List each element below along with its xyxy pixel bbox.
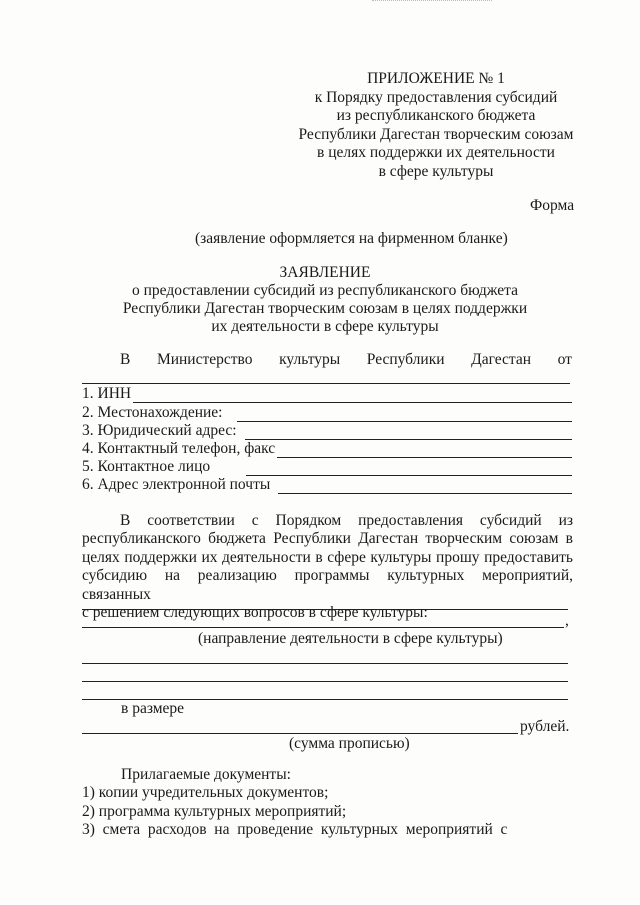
direction-blank[interactable] — [82, 609, 568, 610]
field-location: 2. Местонахождение: — [82, 404, 572, 422]
field-email: 6. Адрес электронной почты — [82, 476, 572, 494]
attachment-item: 2) программа культурных мероприятий; — [82, 802, 347, 820]
field-contact-person: 5. Контактное лицо — [82, 458, 572, 476]
direction-comma: , — [565, 612, 569, 629]
amount-unit: рублей. — [520, 718, 570, 735]
appendix-line: в сфере культуры — [378, 162, 494, 180]
document-title — [80, 264, 570, 336]
scan-artifact — [372, 0, 492, 7]
attachment-item: 3) смета расходов на проведение культурных мероприятий с — [82, 821, 508, 839]
amount-blank[interactable] — [82, 733, 518, 734]
addressee-word: от — [557, 351, 572, 368]
attachments-list — [82, 766, 573, 840]
field-legal-address: 3. Юридический адрес: — [82, 422, 572, 440]
direction-caption: (направление деятельности в сфере культуры) — [198, 630, 503, 647]
title-heading: ЗАЯВЛЕНИЕ — [279, 264, 371, 281]
title-line: их деятельности в сфере культуры — [211, 318, 439, 335]
addressee-word: В — [120, 351, 131, 368]
legal-address-blank[interactable] — [245, 425, 572, 440]
appendix-line: к Порядку предоставления субсидий — [314, 88, 558, 106]
email-blank[interactable] — [278, 479, 572, 494]
title-line: о предоставлении субсидий из республиканского бюджета — [131, 282, 518, 299]
blank-line — [82, 383, 570, 384]
field-phone-fax: 4. Контактный телефон, факс — [82, 440, 572, 458]
contact-person-blank[interactable] — [246, 461, 572, 476]
attachments-heading: Прилагаемые документы: — [121, 766, 291, 783]
amount-caption: (сумма прописью) — [289, 735, 410, 752]
addressee-line — [120, 351, 572, 369]
field-inn: 1. ИНН — [82, 385, 572, 403]
title-line: Республики Дагестан творческим союзам в целях поддержки — [122, 300, 528, 317]
location-blank[interactable] — [237, 407, 573, 422]
addressee-word: Дагестан — [471, 351, 532, 368]
direction-blank[interactable] — [82, 627, 564, 628]
addressee-word: Республики — [366, 351, 445, 368]
direction-blank[interactable] — [82, 663, 568, 664]
form-label: Форма — [530, 197, 575, 214]
letterhead-note: (заявление оформляется на фирменном бланке) — [195, 230, 508, 247]
body-paragraph: В соответствии с Порядком предоставления субсидий из республиканского бюджета Республики Дагестан творческим союзам в целях поддержки их деятельности в сфере культуры прошу предоставить субсидию на реализацию программы культурных мероприятий, связанных с решением следующих вопросов в сфере культуры: — [82, 512, 573, 622]
phone-fax-blank[interactable] — [277, 443, 572, 458]
appendix-line: в целях поддержки их деятельности — [317, 144, 555, 161]
addressee-word: культуры — [279, 351, 341, 368]
addressee-word: Министерство — [156, 351, 253, 368]
inn-blank[interactable] — [133, 388, 572, 403]
appendix-line: из республиканского бюджета — [336, 107, 536, 124]
appendix-line: Республики Дагестан творческим союзам — [298, 125, 574, 143]
amount-label: в размере — [121, 700, 185, 717]
direction-blank[interactable] — [82, 681, 568, 682]
appendix-block — [296, 70, 576, 181]
attachment-item: 1) копии учредительных документов; — [82, 784, 329, 802]
appendix-heading: ПРИЛОЖЕНИЕ № 1 — [367, 70, 505, 87]
